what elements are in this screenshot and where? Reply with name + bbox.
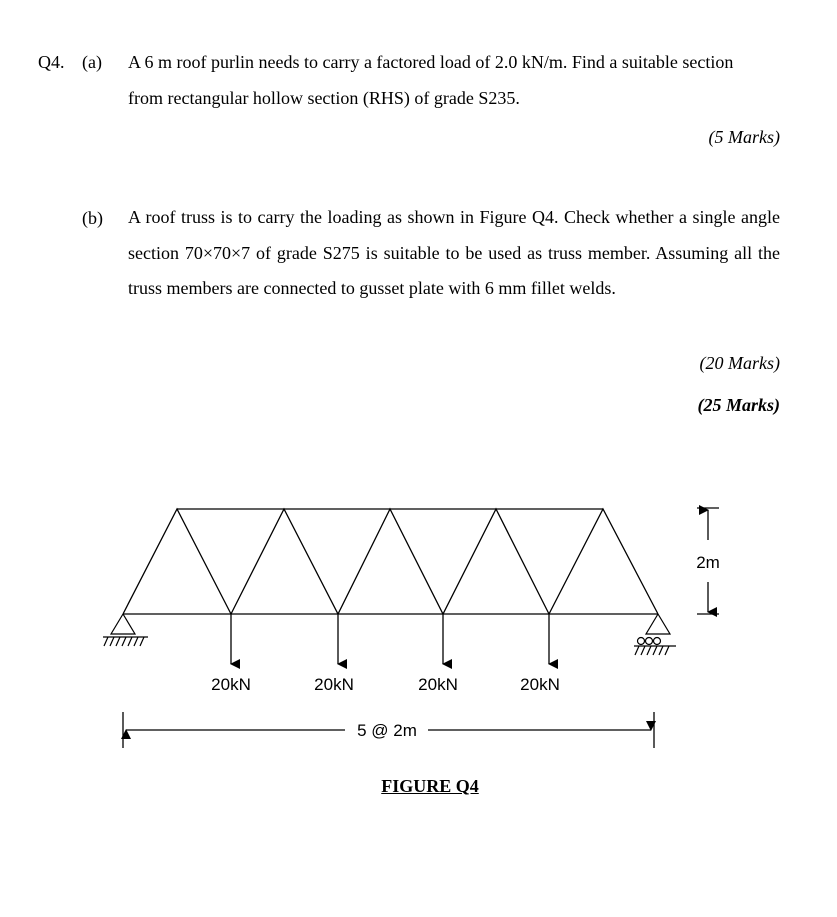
load-label-4: 20kN: [520, 675, 560, 694]
part-b-text: A roof truss is to carry the loading as shown in Figure Q4. Check whether a single angle section 70×70×7 of grade S275 is suitable to be used as truss member. Assuming all the truss members are connected to gusset plate with 6 mm fillet welds.: [128, 207, 780, 298]
roller-support: [634, 614, 676, 655]
load-arrows: [231, 614, 549, 664]
part-b-marks: (20 Marks): [699, 353, 780, 373]
span-label: 5 @ 2m: [357, 721, 417, 740]
load-label-2: 20kN: [314, 675, 354, 694]
load-label-1: 20kN: [211, 675, 251, 694]
question-number: Q4.: [38, 52, 65, 72]
figure-caption: FIGURE Q4: [381, 776, 479, 796]
total-marks: (25 Marks): [697, 395, 780, 415]
pin-support: [103, 614, 148, 646]
load-label-3: 20kN: [418, 675, 458, 694]
height-label: 2m: [696, 553, 720, 572]
part-a-marks: (5 Marks): [708, 127, 780, 147]
part-a-label: (a): [82, 52, 102, 72]
part-a-text-line2: from rectangular hollow section (RHS) of grade S235.: [128, 88, 520, 108]
part-b-label: (b): [82, 208, 103, 228]
web-members: [123, 509, 658, 614]
truss-members: [123, 509, 658, 614]
part-a-text-line1: A 6 m roof purlin needs to carry a factored load of 2.0 kN/m. Find a suitable section: [128, 52, 734, 72]
